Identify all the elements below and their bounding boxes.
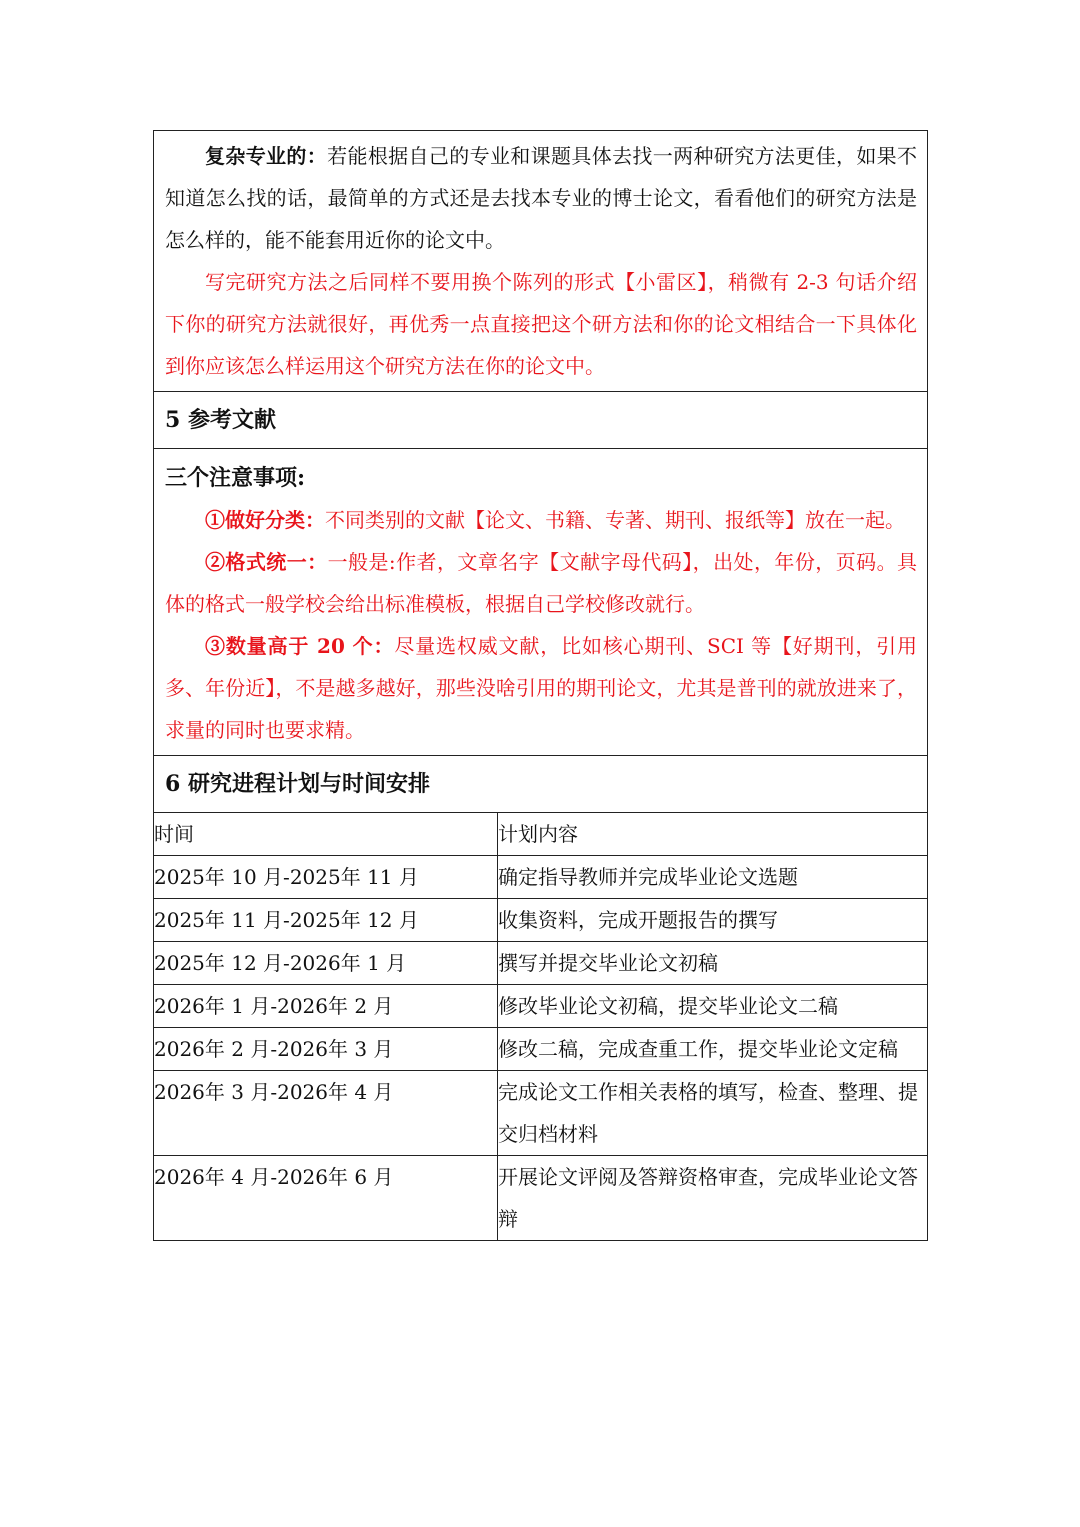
schedule-plan: 开展论文评阅及答辩资格审查，完成毕业论文答辩 [498, 1156, 928, 1241]
schedule-plan: 收集资料，完成开题报告的撰写 [498, 899, 928, 942]
schedule-row [154, 985, 928, 1028]
schedule-plan: 修改二稿，完成查重工作，提交毕业论文定稿 [498, 1028, 928, 1071]
schedule-row [154, 942, 928, 985]
references-heading-row [154, 392, 928, 449]
schedule-heading: 6 研究进程计划与时间安排 [165, 771, 430, 797]
note-item-classify [165, 499, 917, 541]
note-item-quantity [165, 625, 917, 751]
schedule-time: 2026年 3 月-2026年 4 月 [154, 1071, 498, 1156]
references-notes-row [154, 449, 928, 756]
references-heading: 5 参考文献 [165, 407, 276, 433]
schedule-header-row [154, 813, 928, 856]
schedule-plan: 确定指导教师并完成毕业论文选题 [498, 856, 928, 899]
schedule-time: 2025年 12 月-2026年 1 月 [154, 942, 498, 985]
complex-major-label: 复杂专业的： [205, 144, 328, 168]
report-page [153, 130, 927, 1241]
schedule-time: 2025年 10 月-2025年 11 月 [154, 856, 498, 899]
note-label: ②格式统一： [205, 550, 328, 574]
schedule-row [154, 1028, 928, 1071]
schedule-plan: 修改毕业论文初稿，提交毕业论文二稿 [498, 985, 928, 1028]
complex-major-text: 若能根据自己的专业和课题具体去找一两种研究方法更佳，如果不知道怎么找的话，最简单的方式还是去找本专业的博士论文，看看他们的研究方法是怎么样的，能不能套用近你的论文中。 [165, 144, 918, 252]
schedule-time: 2026年 4 月-2026年 6 月 [154, 1156, 498, 1241]
schedule-row [154, 1071, 928, 1156]
methods-warning-paragraph: 写完研究方法之后同样不要用换个陈列的形式【小雷区】，稍微有 2-3 句话介绍下你的研究方法就很好，再优秀一点直接把这个研方法和你的论文相结合一下具体化到你应该怎么样运用这个研究方法在你的论文中。 [165, 270, 918, 378]
note-label: ①做好分类： [205, 508, 325, 532]
schedule-time: 2025年 11 月-2025年 12 月 [154, 899, 498, 942]
schedule-col-time: 时间 [154, 813, 498, 856]
schedule-col-plan: 计划内容 [498, 813, 928, 856]
methods-row [154, 131, 928, 392]
proposal-table [153, 130, 928, 1241]
methods-cell [154, 131, 928, 392]
note-item-format [165, 541, 917, 625]
schedule-row [154, 1156, 928, 1241]
note-label: ③数量高于 20 个： [205, 634, 395, 658]
note-text: 一般是:作者，文章名字【文献字母代码】，出处，年份，页码。具体的格式一般学校会给出标准模板，根据自己学校修改就行。 [165, 550, 918, 616]
schedule-heading-row [154, 756, 928, 813]
schedule-row [154, 899, 928, 942]
schedule-plan: 撰写并提交毕业论文初稿 [498, 942, 928, 985]
note-text: 尽量选权威文献，比如核心期刊、SCI 等【好期刊，引用多、年份近】，不是越多越好，那些没啥引用的期刊论文，尤其是普刊的就放进来了，求量的同时也要求精。 [165, 634, 918, 742]
schedule-time: 2026年 2 月-2026年 3 月 [154, 1028, 498, 1071]
references-notes-cell [154, 449, 928, 756]
complex-major-paragraph [165, 135, 917, 261]
schedule-time: 2026年 1 月-2026年 2 月 [154, 985, 498, 1028]
notes-title: 三个注意事项: [165, 465, 306, 491]
schedule-plan: 完成论文工作相关表格的填写，检查、整理、提交归档材料 [498, 1071, 928, 1156]
schedule-row [154, 856, 928, 899]
note-text: 不同类别的文献【论文、书籍、专著、期刊、报纸等】放在一起。 [325, 508, 905, 532]
